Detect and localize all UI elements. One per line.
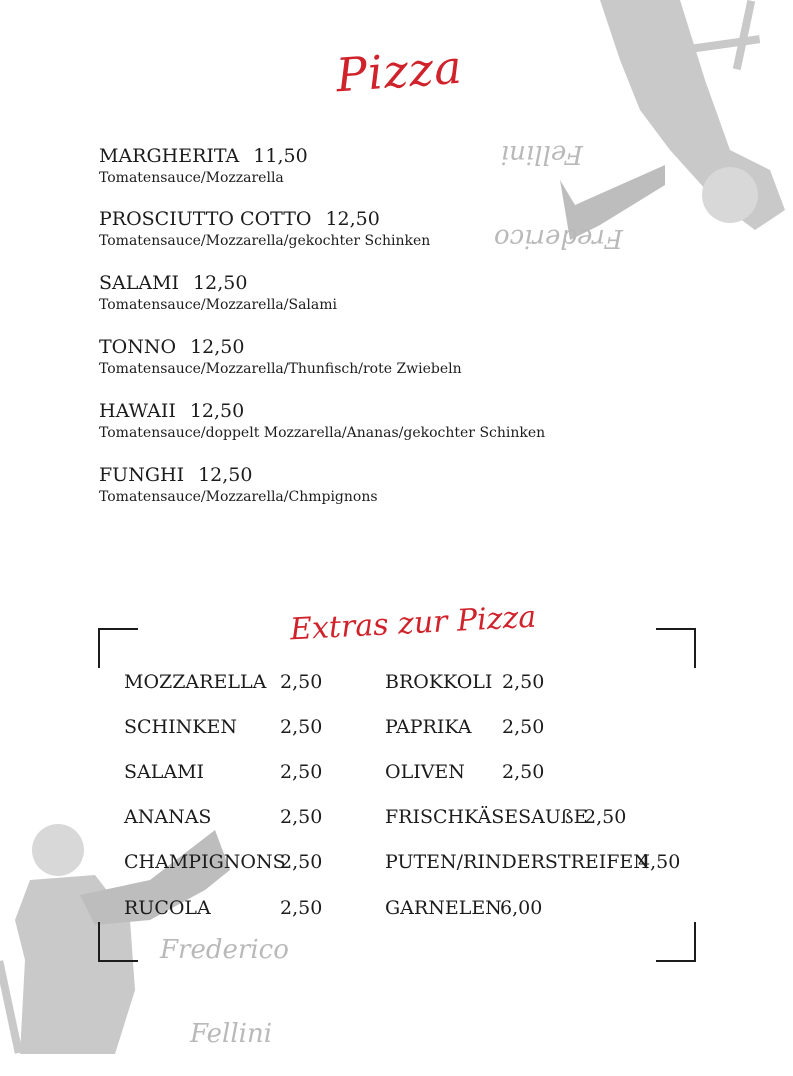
menu-title: Pizza <box>334 39 465 103</box>
pizza-name: PROSCIUTTO COTTO <box>99 208 312 230</box>
extra-price: 6,00 <box>500 897 543 919</box>
extra-price: 2,50 <box>280 671 323 693</box>
pizza-description: Tomatensauce/Mozzarella/Chmpignons <box>99 489 378 505</box>
extra-price: 2,50 <box>280 806 323 828</box>
pizza-item <box>99 272 337 313</box>
pizza-name: SALAMI <box>99 272 180 294</box>
extra-name: PAPRIKA <box>385 716 472 738</box>
pizza-item <box>99 336 462 377</box>
extra-name: BROKKOLI <box>385 671 493 693</box>
pizza-item <box>99 464 378 505</box>
extra-name: RUCOLA <box>124 897 211 919</box>
pizza-price: 12,50 <box>193 272 248 294</box>
extra-name: SCHINKEN <box>124 716 237 738</box>
extra-price: 2,50 <box>280 897 323 919</box>
pizza-price: 12,50 <box>190 336 245 358</box>
extra-price: 2,50 <box>280 716 323 738</box>
pizza-item <box>99 400 545 441</box>
extra-name: FRISCHKÄSESAUßE <box>385 806 588 828</box>
frame-corner-top-left <box>98 628 138 668</box>
pizza-name: TONNO <box>99 336 177 358</box>
pizza-description: Tomatensauce/Mozzarella/Thunfisch/rote Zwiebeln <box>99 361 462 377</box>
extra-name: OLIVEN <box>385 761 465 783</box>
extras-title: Extras zur Pizza <box>289 599 538 648</box>
pizza-price: 12,50 <box>325 208 380 230</box>
pizza-description: Tomatensauce/Mozzarella/gekochter Schinken <box>99 233 431 249</box>
pizza-name: FUNGHI <box>99 464 185 486</box>
extra-price: 2,50 <box>280 851 323 873</box>
frame-corner-bottom-right <box>656 922 696 962</box>
frame-corner-bottom-left <box>98 922 138 962</box>
signature-line2: Fellini <box>500 139 583 169</box>
pizza-name: MARGHERITA <box>99 145 240 167</box>
pizza-price: 12,50 <box>198 464 253 486</box>
signature-line1: Frederico <box>494 223 623 253</box>
pizza-description: Tomatensauce/Mozzarella/Salami <box>99 297 337 313</box>
extra-price: 2,50 <box>584 806 627 828</box>
extra-price: 2,50 <box>502 716 545 738</box>
extra-price: 2,50 <box>502 671 545 693</box>
extra-name: GARNELEN <box>385 897 502 919</box>
signature-watermark-top <box>494 112 623 308</box>
pizza-price: 11,50 <box>253 145 308 167</box>
pizza-item <box>99 145 308 186</box>
pizza-item <box>99 208 430 249</box>
pizza-description: Tomatensauce/Mozzarella <box>99 170 284 186</box>
extra-price: 2,50 <box>280 761 323 783</box>
extra-name: ANANAS <box>124 806 212 828</box>
pizza-price: 12,50 <box>189 400 245 422</box>
signature-line1: Frederico <box>160 935 289 965</box>
extra-price: 4,50 <box>638 851 681 873</box>
extra-name: PUTEN/RINDERSTREIFEN <box>385 851 650 873</box>
signature-line2: Fellini <box>190 1019 273 1049</box>
extra-price: 2,50 <box>502 761 545 783</box>
extra-name: CHAMPIGNONS <box>124 851 286 873</box>
pizza-description: Tomatensauce/doppelt Mozzarella/Ananas/gekochter Schinken <box>99 425 546 441</box>
pizza-name: HAWAII <box>99 400 176 422</box>
extra-name: MOZZARELLA <box>124 671 267 693</box>
extra-name: SALAMI <box>124 761 205 783</box>
frame-corner-top-right <box>656 628 696 668</box>
